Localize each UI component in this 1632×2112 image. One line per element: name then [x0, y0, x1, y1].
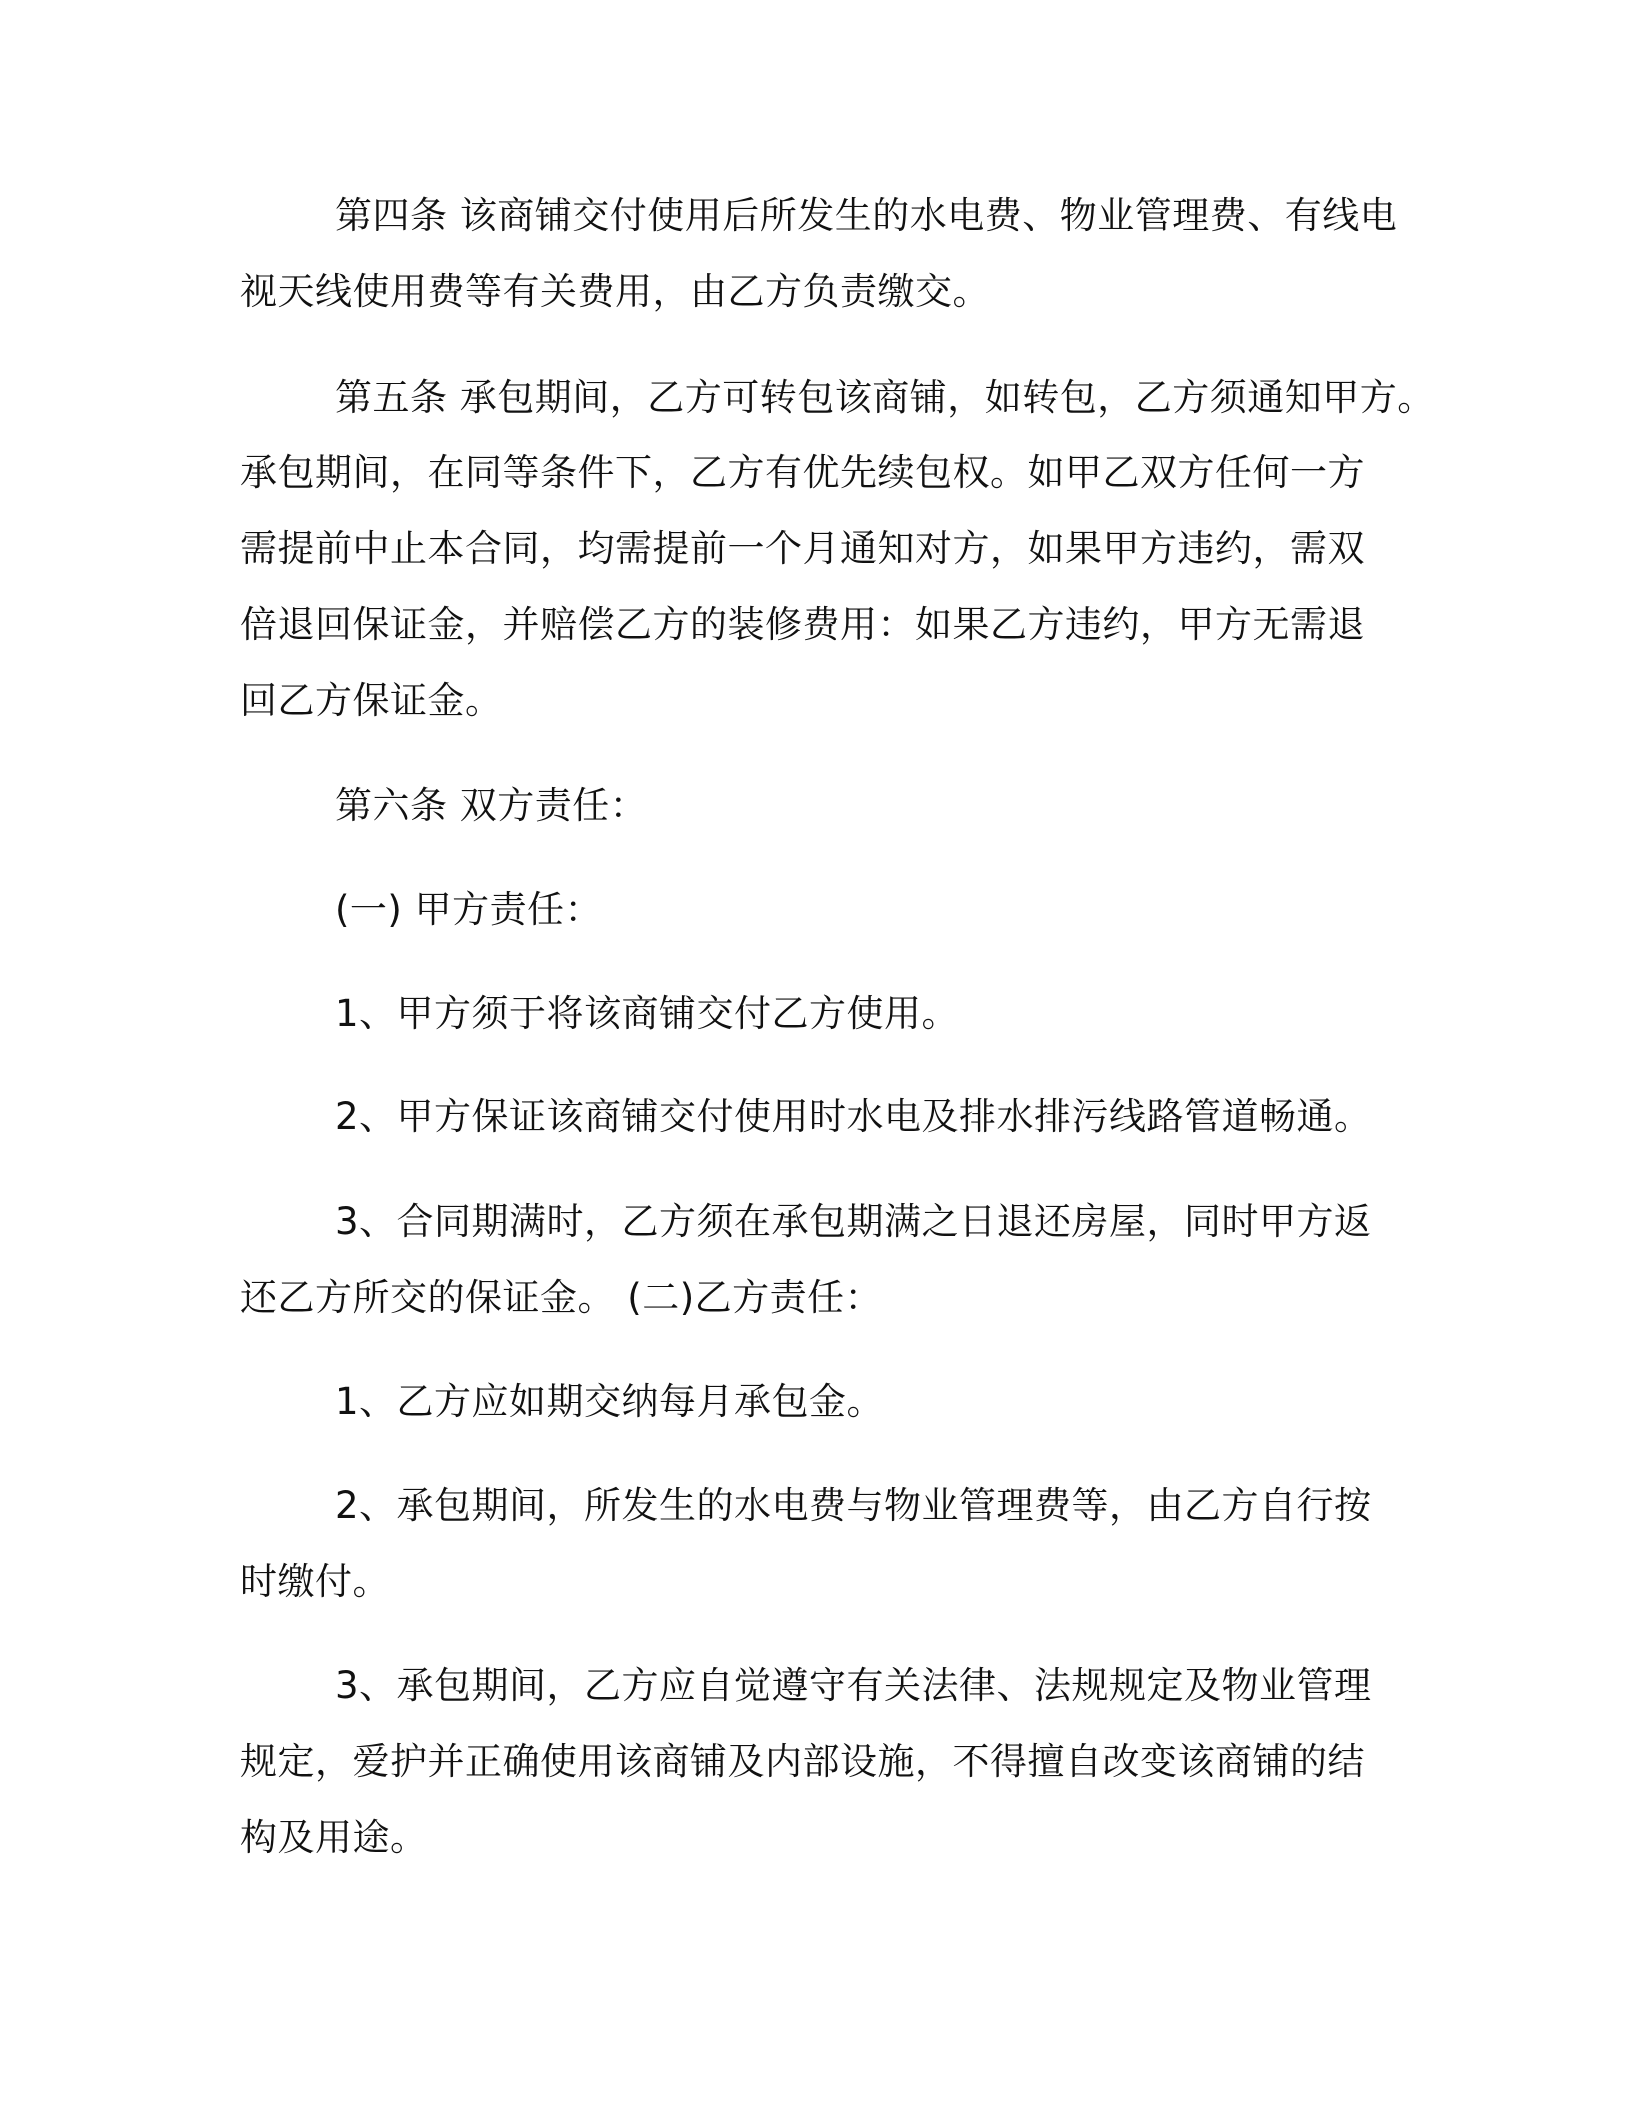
clause-4-line-1: 第四条 该商铺交付使用后所发生的水电费、物业管理费、有线电 — [335, 194, 1398, 237]
clause-5-line-1: 第五条 承包期间，乙方可转包该商铺，如转包，乙方须通知甲方。 — [335, 376, 1435, 419]
clause-5-line-2: 承包期间，在同等条件下，乙方有优先续包权。如甲乙双方任何一方 — [240, 451, 1365, 494]
clause-5-line-3: 需提前中止本合同，均需提前一个月通知对方，如果甲方违约，需双 — [240, 527, 1365, 570]
party-a-item-3-line-2: 还乙方所交的保证金。 (二)乙方责任： — [240, 1276, 883, 1319]
party-b-item-2-line-2: 时缴付。 — [240, 1560, 390, 1603]
party-a-item-3-line-1: 3、合同期满时，乙方须在承包期满之日退还房屋，同时甲方返 — [335, 1200, 1372, 1243]
clause-4-line-2: 视天线使用费等有关费用，由乙方负责缴交。 — [240, 270, 990, 313]
party-a-item-1: 1、甲方须于将该商铺交付乙方使用。 — [335, 992, 960, 1035]
party-a-heading: (一) 甲方责任： — [335, 888, 603, 931]
clause-5-line-4: 倍退回保证金，并赔偿乙方的装修费用：如果乙方违约，甲方无需退 — [240, 603, 1365, 646]
party-b-item-1: 1、乙方应如期交纳每月承包金。 — [335, 1380, 885, 1423]
clause-5-line-5: 回乙方保证金。 — [240, 679, 503, 722]
party-a-item-2: 2、甲方保证该商铺交付使用时水电及排水排污线路管道畅通。 — [335, 1095, 1372, 1138]
party-b-item-3-line-3: 构及用途。 — [240, 1816, 428, 1859]
party-b-item-2-line-1: 2、承包期间，所发生的水电费与物业管理费等，由乙方自行按 — [335, 1484, 1372, 1527]
party-b-item-3-line-2: 规定，爱护并正确使用该商铺及内部设施，不得擅自改变该商铺的结 — [240, 1740, 1365, 1783]
party-b-item-3-line-1: 3、承包期间，乙方应自觉遵守有关法律、法规规定及物业管理 — [335, 1664, 1372, 1707]
clause-6-heading: 第六条 双方责任： — [335, 784, 648, 827]
